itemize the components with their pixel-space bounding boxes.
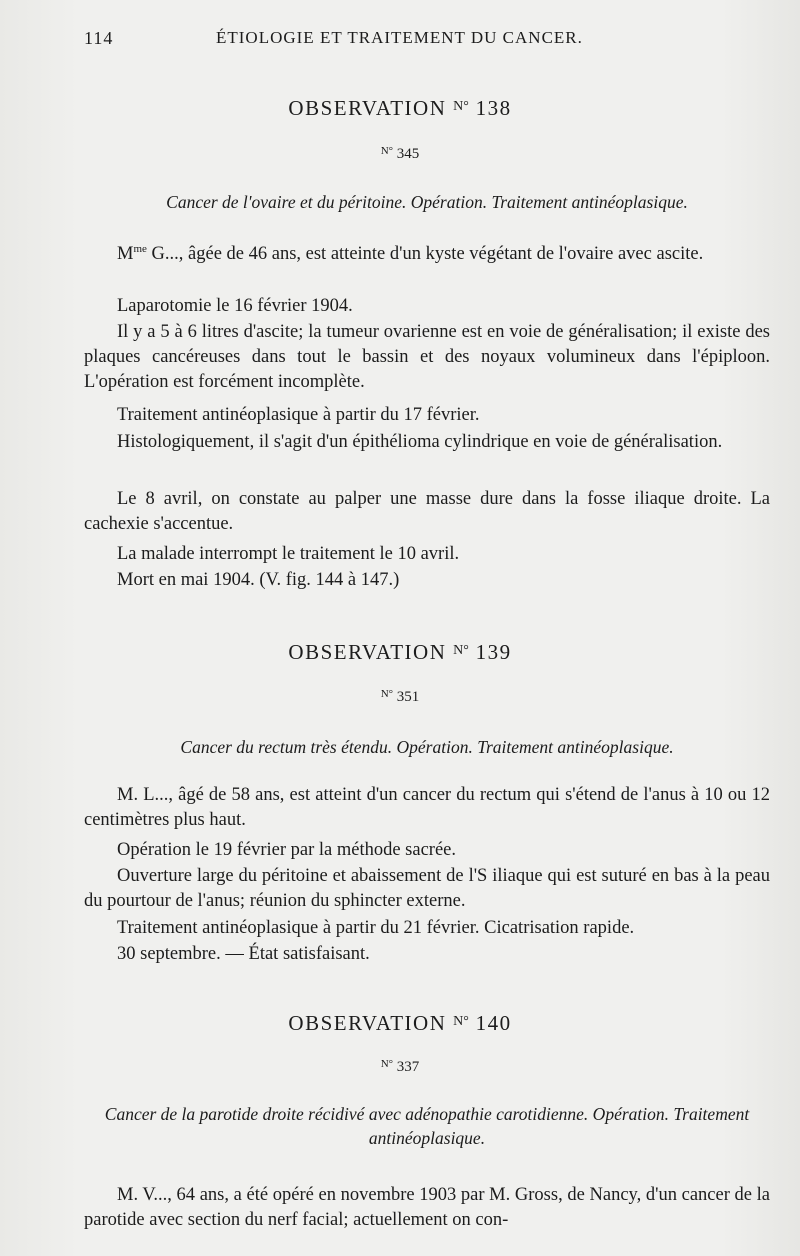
observation-number: 140 — [475, 1011, 512, 1035]
paragraph: Traitement antinéoplasique à partir du 17 février. — [117, 405, 480, 425]
observation-subtitle: Cancer de l'ovaire et du péritoine. Opération. Traitement antinéoplasique. — [166, 192, 688, 212]
observation-number: 138 — [475, 96, 512, 120]
paragraph: Histologiquement, il s'agit d'un épithélioma cylindrique en voie de généralisation. — [117, 432, 723, 452]
observation-title: OBSERVATION $^{N^\circ}$ 140 — [288, 1011, 512, 1035]
observation-title: OBSERVATION $^{N^\circ}$ 139 — [288, 640, 512, 664]
paragraph: Le 8 avril, on constate au palper une masse dure dans la fosse iliaque droite. La cachexie s'accentue. — [84, 489, 770, 534]
paragraph: La malade interrompt le traitement le 10 avril. — [117, 544, 460, 564]
paragraph: Il y a 5 à 6 litres d'ascite; la tumeur ovarienne est en voie de généralisation; il existe des plaques cancéreuses dans tout le bassin et des noyaux volumineux dans l'épiploon. L'opération est forcément incomplète. — [84, 322, 770, 392]
paragraph: Opération le 19 février par la méthode sacrée. — [117, 840, 456, 860]
paragraph: Mort en mai 1904. (V. fig. 144 à 147.) — [117, 570, 400, 590]
paragraph: M. V..., 64 ans, a été opéré en novembre 1903 par M. Gross, de Nancy, d'un cancer de la parotide avec section du nerf facial; actuellement on con- — [84, 1185, 770, 1230]
observation-subnumber: $^{N^\circ}$ 351 — [380, 688, 420, 705]
paragraph: Ouverture large du péritoine et abaissement de l'S iliaque qui est suturé en bas à la peau du pourtour de l'anus; réunion du sphincter externe. — [84, 866, 770, 911]
observation-subtitle: Cancer de la parotide droite récidivé avec adénopathie carotidienne. Opération. Traitement antinéoplasique. — [104, 1104, 750, 1148]
paragraph: Laparotomie le 16 février 1904. — [117, 296, 353, 316]
paragraph: 30 septembre. — État satisfaisant. — [117, 944, 370, 964]
observation-subnumber: $^{N^\circ}$ 337 — [380, 1058, 420, 1075]
observation-subtitle: Cancer du rectum très étendu. Opération. Traitement antinéoplasique. — [180, 737, 674, 757]
paragraph: M. L..., âgé de 58 ans, est atteint d'un cancer du rectum qui s'étend de l'anus à 10 ou 12 centimètres plus haut. — [84, 785, 770, 830]
page-number: 114 — [84, 28, 114, 48]
observation-number: 139 — [475, 640, 512, 664]
paragraph: $M^{me}$ G..., âgée de 46 ans, est atteinte d'un kyste végétant de l'ovaire avec ascite. — [117, 243, 704, 264]
paragraph: Traitement antinéoplasique à partir du 21 février. Cicatrisation rapide. — [117, 918, 635, 938]
running-header — [84, 28, 770, 56]
running-title: ÉTIOLOGIE ET TRAITEMENT DU CANCER. — [216, 28, 583, 47]
observation-title: OBSERVATION $^{N^\circ}$ 138 — [288, 96, 512, 120]
observation-subnumber: $^{N^\circ}$ 345 — [380, 145, 420, 162]
